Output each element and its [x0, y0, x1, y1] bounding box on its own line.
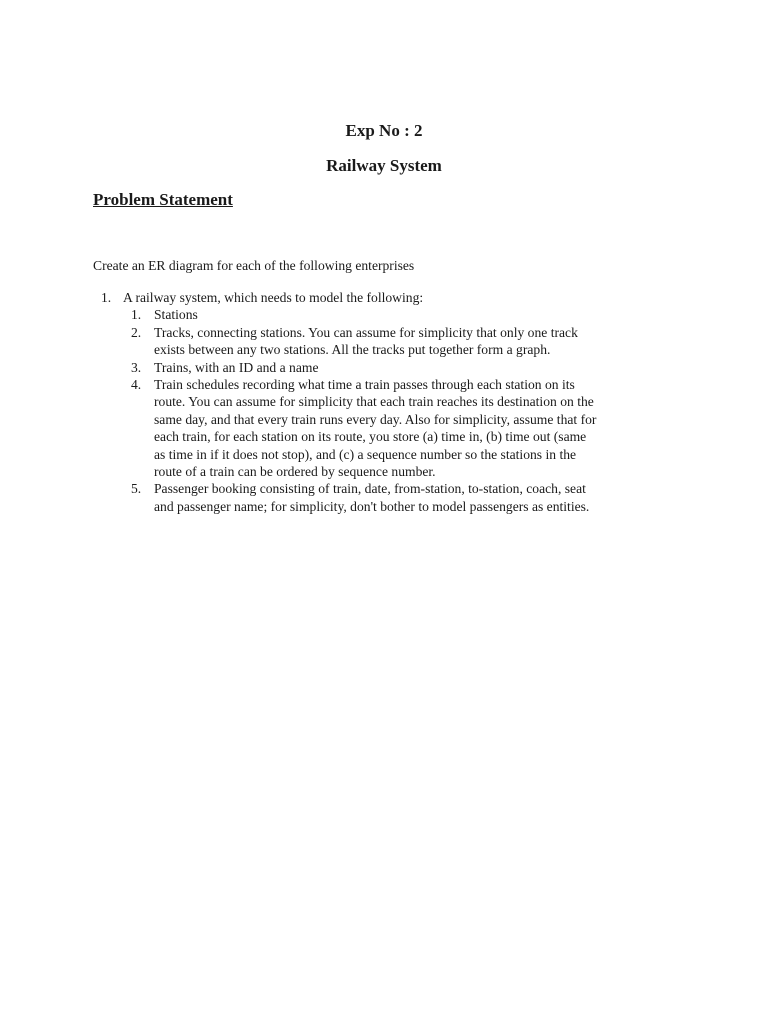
main-list-text: A railway system, which needs to model the following: — [123, 290, 424, 305]
main-list — [0, 289, 768, 515]
text-line: Passenger booking consisting of train, date, from-station, to-station, coach, seat — [154, 481, 586, 497]
sub-list-item — [0, 480, 768, 515]
sub-list-number: 1. — [131, 307, 142, 323]
sub-list-item — [0, 376, 768, 480]
sub-list-text — [154, 359, 646, 376]
text-line: route of a train can be ordered by sequence number. — [154, 464, 436, 480]
sub-list-text — [154, 480, 646, 515]
sub-list-text — [154, 306, 646, 323]
sub-list-item — [0, 324, 768, 359]
text-line: Tracks, connecting stations. You can assume for simplicity that only one track — [154, 324, 578, 340]
sub-list-number: 4. — [131, 377, 142, 393]
text-line: Trains, with an ID and a name — [154, 359, 319, 375]
experiment-number: Exp No : 2 — [345, 121, 423, 140]
sub-list-item — [0, 359, 768, 376]
sub-list-number: 5. — [131, 481, 142, 497]
text-line: Stations — [154, 307, 198, 323]
text-line: Train schedules recording what time a train passes through each station on its — [154, 377, 575, 393]
sub-list-text — [154, 376, 646, 480]
sub-list — [0, 306, 768, 515]
text-line: and passenger name; for simplicity, don't bother to model passengers as entities. — [154, 498, 590, 514]
main-list-item — [0, 289, 768, 515]
text-line: as time in if it does not stop), and (c) a sequence number so the stations in the — [154, 446, 577, 462]
section-heading: Problem Statement — [93, 190, 233, 209]
main-list-number: 1. — [101, 290, 112, 305]
sub-list-text — [154, 324, 646, 359]
text-line: each train, for each station on its route, you store (a) time in, (b) time out (same — [154, 429, 587, 445]
sub-list-item — [0, 306, 768, 323]
text-line: same day, and that every train runs every day. Also for simplicity, assume that for — [154, 411, 597, 427]
sub-list-number: 2. — [131, 324, 142, 340]
sub-list-number: 3. — [131, 359, 142, 375]
intro-paragraph: Create an ER diagram for each of the following enterprises — [93, 258, 415, 273]
text-line: route. You can assume for simplicity that each train reaches its destination on the — [154, 394, 594, 410]
system-title: Railway System — [326, 156, 442, 175]
text-line: exists between any two stations. All the tracks put together form a graph. — [154, 342, 551, 358]
